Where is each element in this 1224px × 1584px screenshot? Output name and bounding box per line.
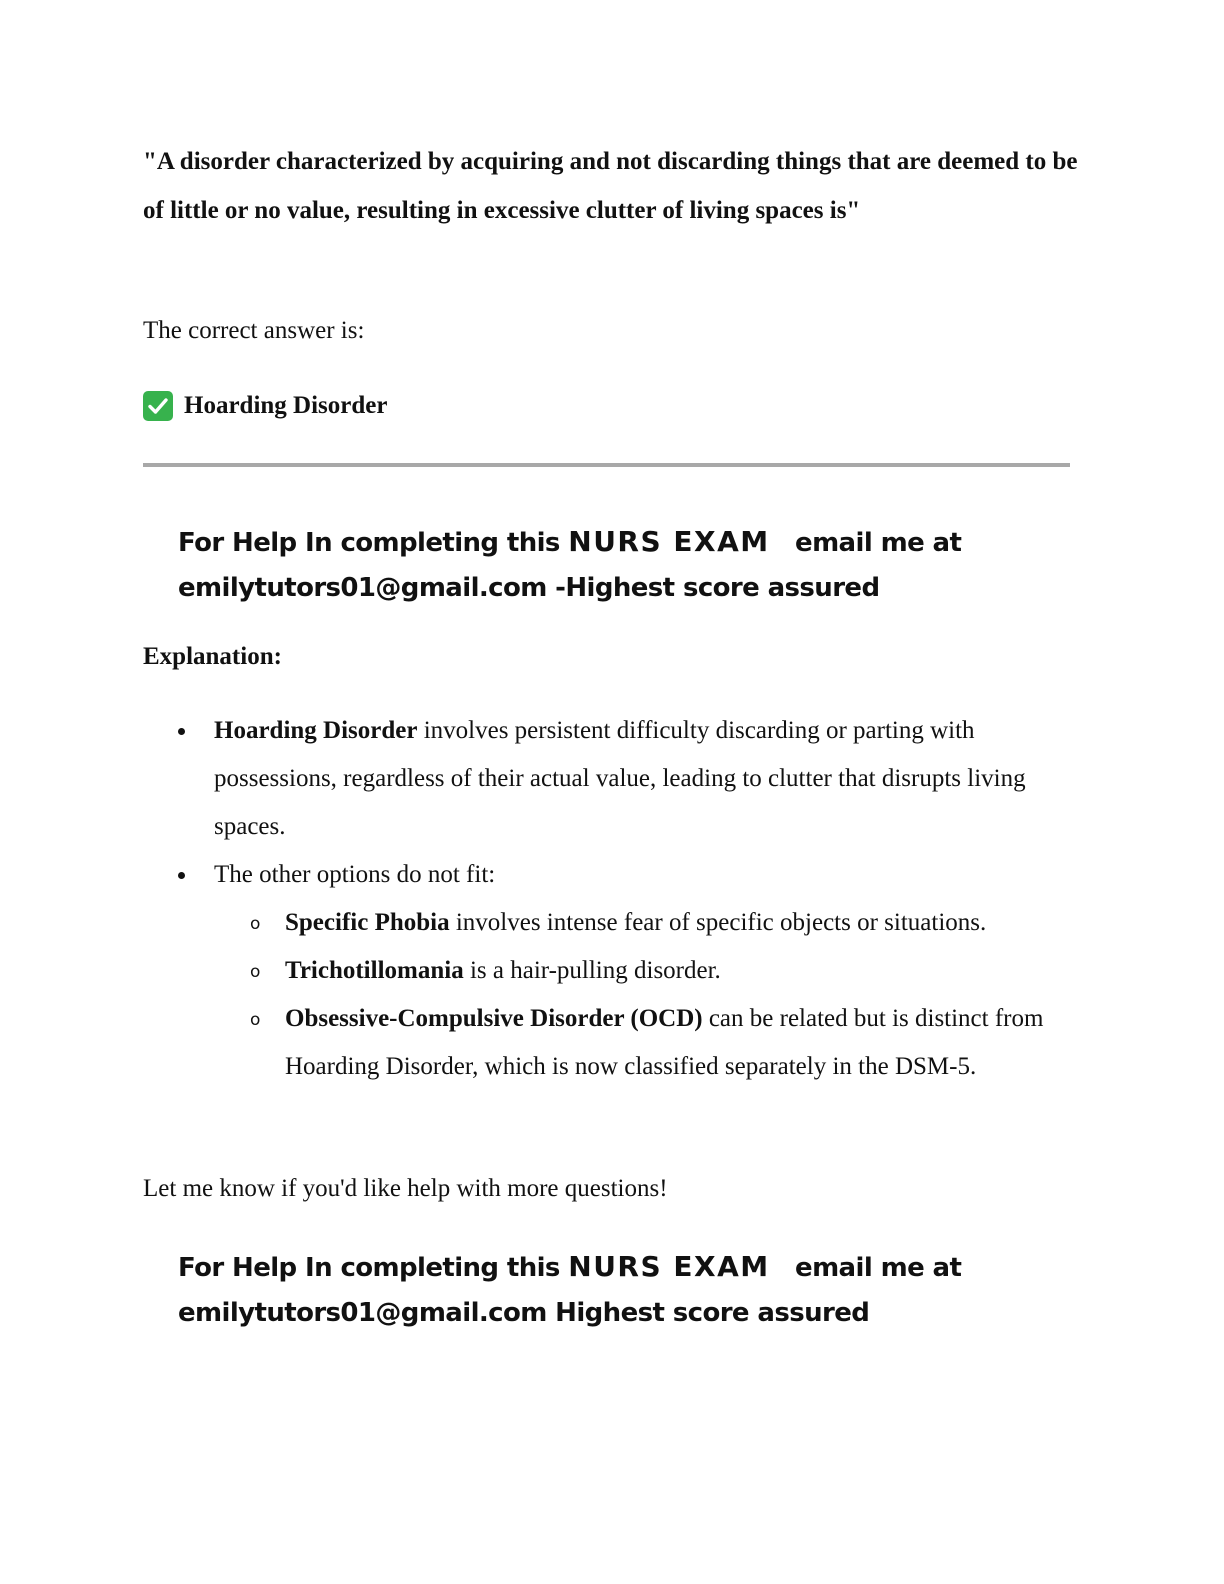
correct-answer	[143, 386, 387, 426]
sub-item-text: can be related but is distinct from Hoarding Disorder, which is now classified separately in the DSM-5.	[285, 1005, 1044, 1080]
promo-exam-name: NURS EXAM	[568, 525, 770, 558]
promo-block-bottom	[178, 1244, 1078, 1336]
bullet-icon	[178, 872, 185, 879]
sub-list-item	[214, 899, 1083, 947]
closing-text: Let me know if you'd like help with more questions!	[143, 1175, 668, 1202]
correct-answer-label: Hoarding Disorder	[184, 392, 388, 419]
circle-bullet-icon: o	[250, 1010, 261, 1030]
list-item	[143, 851, 1083, 1091]
bullet-icon	[178, 728, 185, 735]
promo-email-lead: email me at	[795, 528, 962, 558]
promo-email-line: emilytutors01@gmail.com Highest score assured	[178, 1298, 870, 1328]
sub-item-text: is a hair-pulling disorder.	[463, 957, 721, 984]
promo-email-line: emilytutors01@gmail.com -Highest score assured	[178, 573, 880, 603]
sub-item-text: involves intense fear of specific objects or situations.	[449, 909, 987, 936]
circle-bullet-icon: o	[250, 914, 261, 934]
item-text: involves persistent difficulty discarding or parting with possessions, regardless of their actual value, leading to clutter that disrupts living spaces.	[214, 717, 1026, 840]
promo-block-top	[178, 519, 1078, 611]
term-trichotillomania: Trichotillomania	[285, 957, 464, 984]
promo-lead: For Help In completing this	[178, 1253, 569, 1283]
explanation-heading: Explanation:	[143, 643, 282, 670]
item-text: The other options do not fit:	[214, 861, 496, 888]
sub-list-item	[214, 995, 1083, 1091]
horizontal-divider	[143, 463, 1070, 467]
check-mark-icon	[143, 391, 173, 421]
term-hoarding-disorder: Hoarding Disorder	[214, 717, 418, 744]
sub-list-item	[214, 947, 1083, 995]
term-specific-phobia: Specific Phobia	[285, 909, 450, 936]
promo-exam-name: NURS EXAM	[568, 1250, 770, 1283]
promo-email-lead: email me at	[795, 1253, 962, 1283]
term-ocd: Obsessive-Compulsive Disorder (OCD)	[285, 1005, 703, 1032]
sub-list	[214, 899, 1083, 1091]
question-text: "A disorder characterized by acquiring and not discarding things that are deemed to be of little or no value, resulting in excessive clutter of living spaces is"	[143, 148, 1078, 224]
answer-intro: The correct answer is:	[143, 317, 365, 344]
list-item	[143, 707, 1083, 851]
promo-lead: For Help In completing this	[178, 528, 569, 558]
circle-bullet-icon: o	[250, 962, 261, 982]
explanation-list	[143, 707, 1083, 1091]
